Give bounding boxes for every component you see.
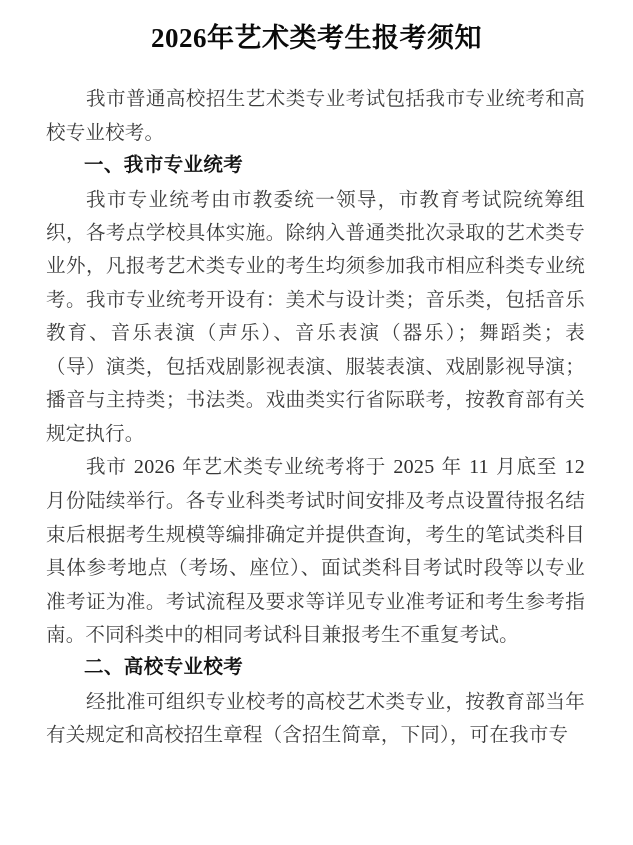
page-title: 2026年艺术类考生报考须知 [151,23,482,53]
inline-number: 12 [564,455,585,478]
paragraph-section1-2: 我市 2026 年艺术类专业统考将于 2025 年 11 月底至 12 月份陆续举行。各专业科类考试时间安排及考点设置待报名结束后根据考生规模等编排确定并提供查询，考生的笔试类科目具体参考地点（考场、座位）、面试类科目考试时段等以专业准考证为准。考试流程及要求等详见专业准考证和考生参考指南。不同科类中的相同考试科目兼报考生不重复考试。 [46,454,585,646]
section-heading-2: 二、高校专业校考 [84,656,244,679]
inline-number: 11 [469,455,489,478]
paragraph-intro: 我市普通高校招生艺术类专业考试包括我市专业统考和高校专业校考。 [46,87,585,144]
inline-number: 2026 [133,455,176,478]
document-body [0,82,633,751]
inline-number: 2025 [393,455,435,478]
paragraph-section2-1: 经批准可组织专业校考的高校艺术类专业，按教育部当年有关规定和高校招生章程（含招生简章，下同），可在我市专 [46,689,585,747]
section-heading-1: 一、我市专业统考 [84,154,244,177]
paragraph-section1-1: 我市专业统考由市教委统一领导，市教育考试院统筹组织，各考点学校具体实施。除纳入普通类批次录取的艺术类专业外，凡报考艺术类专业的考生均须参加我市相应科类专业统考。我市专业统考开设有：美术与设计类；音乐类，包括音乐教育、音乐表演（声乐）、音乐表演（器乐）；舞蹈类；表（导）演类，包括戏剧影视表演、服装表演、戏剧影视导演；播音与主持类；书法类。戏曲类实行省际联考，按教育部有关规定执行。 [46,187,585,445]
